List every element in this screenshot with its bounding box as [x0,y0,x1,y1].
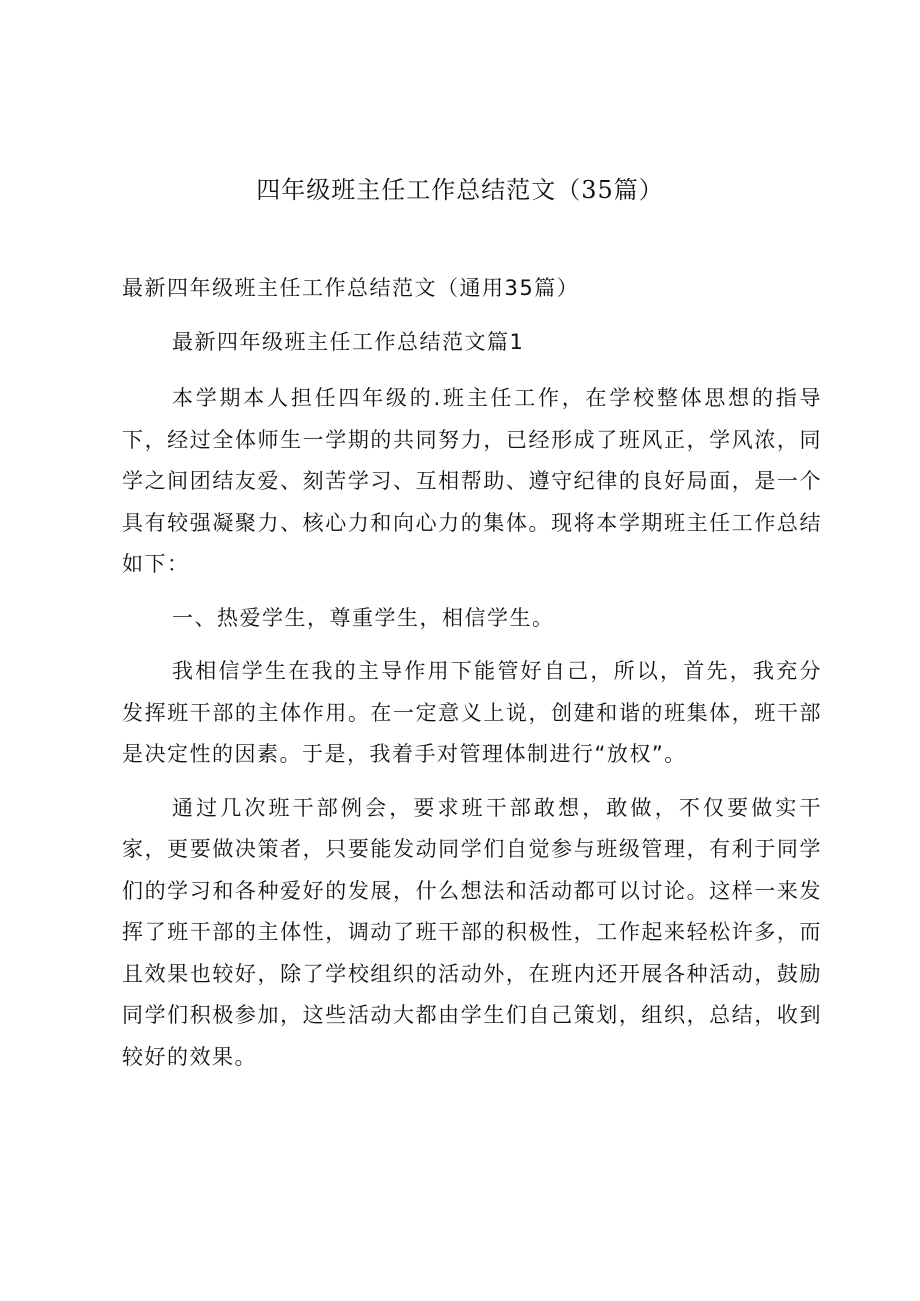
paragraph-heading-one: 一、热爱学生，尊重学生，相信学生。 [172,605,555,630]
document-subtitle: 最新四年级班主任工作总结范文（通用35篇） [122,276,580,300]
document-body [122,270,822,1090]
paragraph-intro: 本学期本人担任四年级的.班主任工作，在学校整体思想的指导下，经过全体师生一学期的共同努力，已经形成了班风正，学风浓，同学之间团结友爱、刻苦学习、互相帮助、遵守纪律的良好局面，是一个具有较强凝聚力、核心力和向心力的集体。现将本学期班主任工作总结如下： [122,386,822,576]
section-heading: 最新四年级班主任工作总结范文篇1 [172,330,525,354]
document-title: 四年级班主任工作总结范文（35篇） [256,176,664,204]
paragraph-trust-students: 我相信学生在我的主导作用下能管好自己，所以，首先，我充分发挥班干部的主体作用。在一定意义上说，创建和谐的班集体，班干部是决定性的因素。于是，我着手对管理体制进行“放权”。 [122,659,822,766]
paragraph-cadre-meetings: 通过几次班干部例会，要求班干部敢想，敢做，不仅要做实干家，更要做决策者，只要能发动同学们自觉参与班级管理，有利于同学们的学习和各种爱好的发展，什么想法和活动都可以讨论。这样一来发挥了班干部的主体性，调动了班干部的积极性，工作起来轻松许多，而且效果也较好，除了学校组织的活动外，在班内还开展各种活动，鼓励同学们积极参加，这些活动大都由学生们自己策划，组织，总结，收到较好的效果。 [122,795,822,1069]
